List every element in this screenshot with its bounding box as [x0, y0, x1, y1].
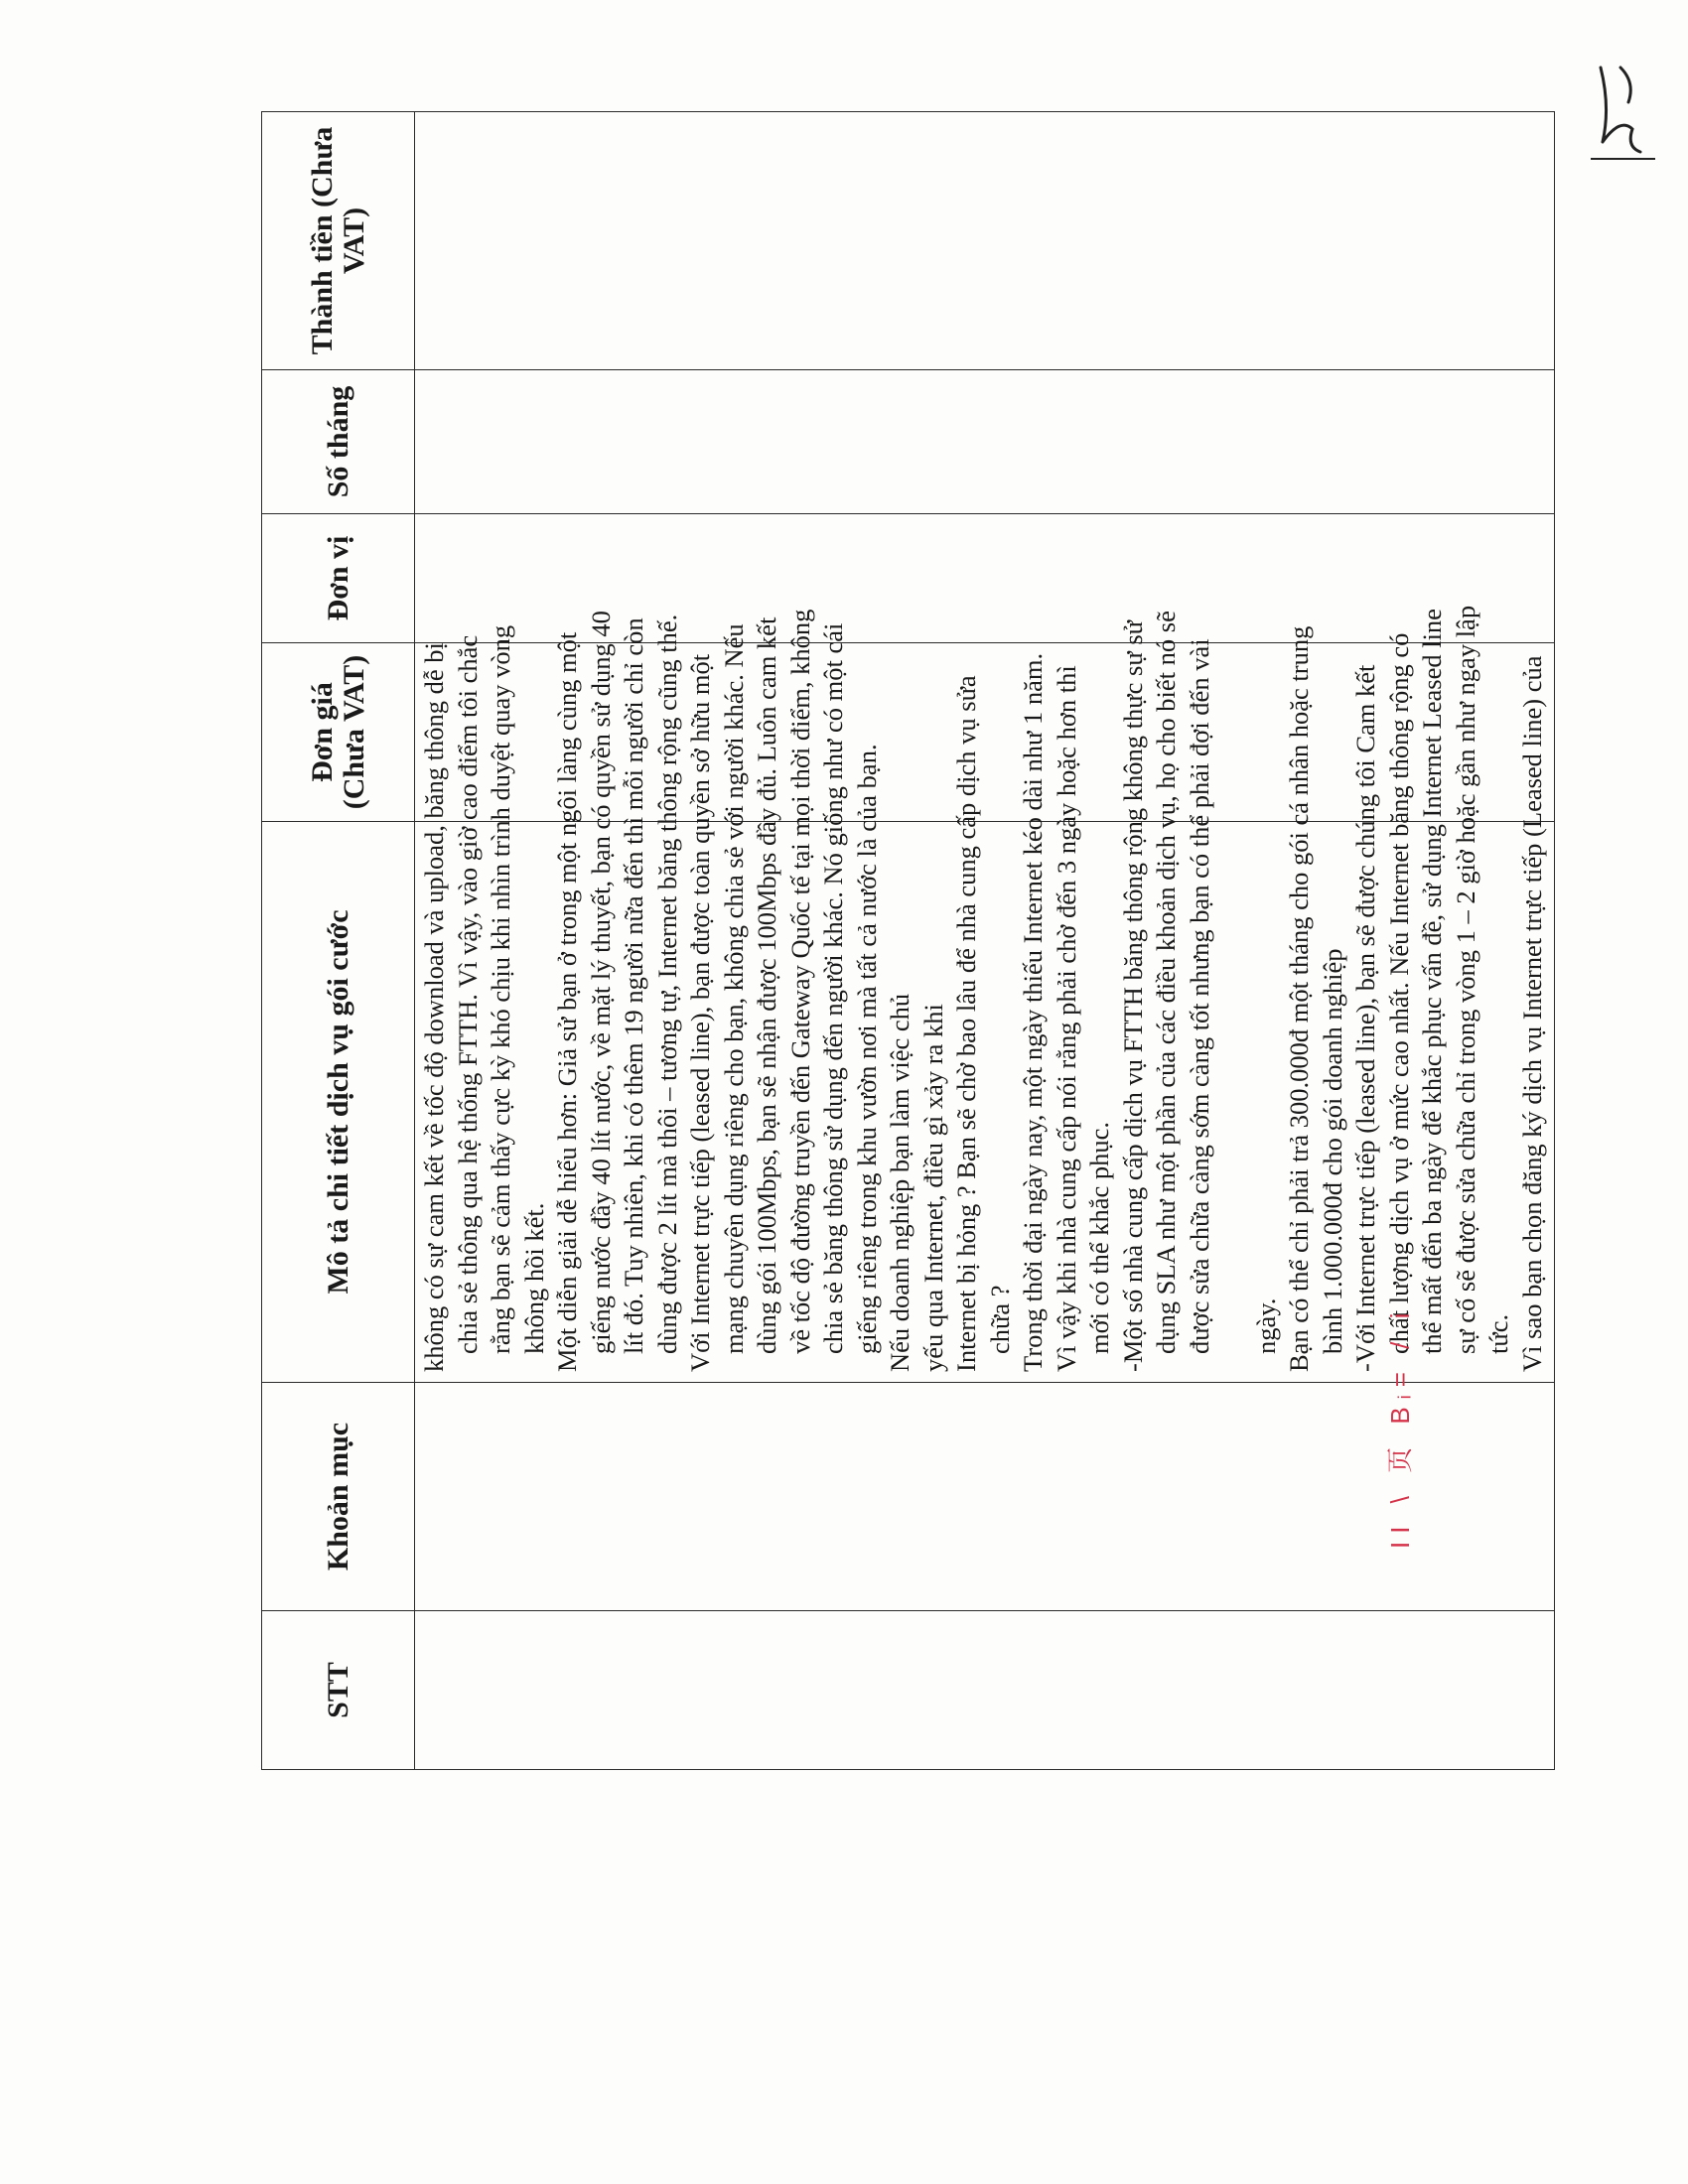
description-line: Một diễn giải dễ hiểu hơn: Giả sử bạn ở trong một ngôi làng cùng một: [552, 631, 582, 1372]
description-line: chất lượng dịch vụ ở mức cao nhất. Nếu Internet băng thông rộng có: [1383, 632, 1414, 1354]
description-line: chia sẻ băng thông sử dụng đến người khác. Nó giống như có một cái: [818, 622, 848, 1354]
header-mo-ta: Mô tả chi tiết dịch vụ gói cước: [262, 822, 415, 1383]
cell-stt: [415, 1611, 1555, 1770]
description-line: không có sự cam kết về tốc độ download và upload, băng thông dễ bị: [419, 642, 449, 1372]
handwritten-page-mark: [1581, 48, 1660, 167]
description-line: giếng nước đầy 40 lít nước, về mặt lý thuyết, bạn có quyền sử dụng 40: [585, 611, 616, 1354]
description-line: dùng gói 100Mbps, bạn sẽ nhận được 100Mbps đầy đủ. Luôn cam kết: [752, 616, 781, 1354]
description-line: không hồi kết.: [518, 1202, 549, 1354]
description-line: tức.: [1483, 1313, 1513, 1354]
description-text: [418, 605, 1549, 1372]
description-line: -Một số nhà cung cấp dịch vụ FTTH băng thông rộng không thực sự sử: [1117, 619, 1148, 1372]
description-line: Vì sao bạn chọn đăng ký dịch vụ Internet trực tiếp (Leased line) của: [1516, 655, 1547, 1372]
description-line: chia sẻ thông qua hệ thống FTTH. Vì vậy, vào giờ cao điểm tôi chắc: [452, 634, 483, 1354]
description-line: mạng chuyên dụng riêng cho bạn, không chia sẻ với người khác. Nếu: [718, 623, 749, 1354]
cell-thanh-tien: [415, 112, 1555, 370]
description-line: mới có thể khắc phục.: [1084, 1121, 1114, 1354]
description-line: Trong thời đại ngày nay, một ngày thiếu Internet kéo dài như 1 năm.: [1018, 652, 1048, 1372]
header-don-vi: Đơn vị: [262, 514, 415, 643]
description-line: [1216, 830, 1250, 1372]
header-thanh-tien: Thành tiền (Chưa VAT): [262, 112, 415, 370]
pricing-table: [261, 111, 1555, 1770]
header-khoan-muc: Khoản mục: [262, 1383, 415, 1611]
cell-mo-ta: [415, 605, 1555, 1383]
description-line: Nếu doanh nghiệp bạn làm việc chủ: [885, 993, 914, 1372]
description-line: Internet bị hỏng ? Bạn sẽ chờ bao lâu để nhà cung cấp dịch vụ sửa: [951, 675, 981, 1372]
description-line: Vì vậy khi nhà cung cấp nói rằng phải chờ đến 3 ngày hoặc hơn thì: [1051, 665, 1081, 1372]
table-header-row: [262, 112, 415, 1770]
description-line: dụng SLA như một phần của các điều khoản dịch vụ, họ cho biết nó sẽ: [1151, 611, 1181, 1354]
description-line: bình 1.000.000đ cho gói doanh nghiệp: [1317, 948, 1347, 1354]
header-don-gia: Đơn giá (Chưa VAT): [262, 643, 415, 822]
description-line: sự cố sẽ được sửa chữa chỉ trong vòng 1 – 2 giờ hoặc gần như ngay lập: [1450, 605, 1480, 1354]
rotated-table-wrapper: [261, 112, 1555, 1770]
description-line: được sửa chữa càng sớm càng tốt nhưng bạn có thể phải đợi đến vài: [1184, 638, 1214, 1354]
description-line: -Với Internet trực tiếp (leased line), bạn sẽ được chúng tôi Cam kết: [1350, 664, 1380, 1372]
description-line: Với Internet trực tiếp (leased line), bạn được toàn quyền sở hữu một: [685, 653, 715, 1372]
description-line: yếu qua Internet, điều gì xảy ra khi: [917, 1004, 948, 1372]
description-line: giếng riêng trong khu vườn nơi mà tất cả nước là của bạn.: [851, 744, 882, 1354]
description-line: thể mất đến ba ngày để khắc phục vấn đề, sử dụng Internet Leased line: [1417, 609, 1447, 1354]
description-line: ngày.: [1250, 1297, 1281, 1354]
description-line: về tốc độ đường truyền đến Gateway Quốc tế tại mọi thời điểm, không: [784, 609, 815, 1354]
header-so-thang: Số tháng: [262, 370, 415, 514]
description-line: chữa ?: [984, 1285, 1015, 1354]
description-line: Bạn có thể chỉ phải trả 300.000đ một tháng cho gói cá nhân hoặc trung: [1284, 625, 1314, 1372]
description-line: lít đó. Tuy nhiên, khi có thêm 19 người nữa đến thì mỗi người chỉ còn: [619, 617, 648, 1354]
red-stamp-mark: II \ 页 Bᵢ= / i: [1385, 1304, 1415, 1549]
header-stt: STT: [262, 1611, 415, 1770]
cell-so-thang: [415, 370, 1555, 514]
description-line: rằng bạn sẽ cảm thấy cực kỳ khó chịu khi nhìn trình duyệt quay vòng: [486, 624, 515, 1354]
description-line: dùng được 2 lít mà thôi – tương tự, Internet băng thông rộng cũng thế.: [651, 614, 682, 1354]
